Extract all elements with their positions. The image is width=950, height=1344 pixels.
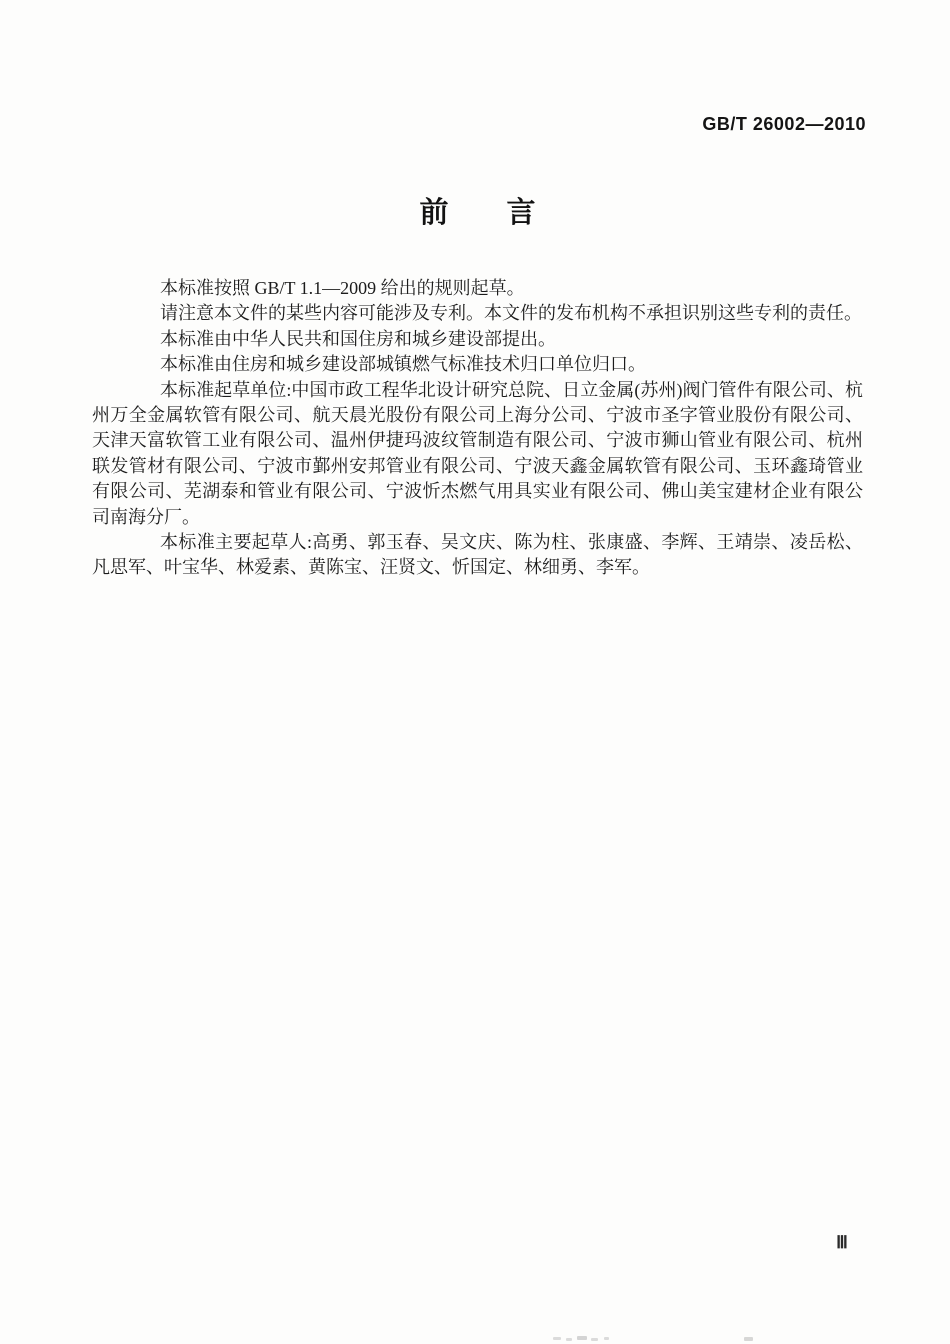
paragraph-centralized-by: 本标准由住房和城乡建设部城镇燃气标准技术归口单位归口。	[160, 354, 646, 375]
scan-artifact	[553, 1337, 561, 1340]
paragraph-drafting-organizations: 本标准起草单位:中国市政工程华北设计研究总院、日立金属(苏州)阀门管件有限公司、杭州万全金属软管有限公司、航天晨光股份有限公司上海分公司、宁波市圣字管业股份有限公司、天津天富软管工业有限公司、温州伊捷玛波纹管制造有限公司、宁波市狮山管业有限公司、杭州联发管材有限公司、宁波市鄞州安邦管业有限公司、宁波天鑫金属软管有限公司、玉环鑫琦管业有限公司、芜湖泰和管业有限公司、宁波忻杰燃气用具实业有限公司、佛山美宝建材企业有限公司南海分厂。	[92, 379, 863, 527]
paragraph-drafting-rule: 本标准按照 GB/T 1.1—2009 给出的规则起草。	[160, 278, 525, 298]
paragraph-proposed-by: 本标准由中华人民共和国住房和城乡建设部提出。	[160, 328, 556, 349]
scan-artifact	[604, 1337, 609, 1340]
scan-artifact	[566, 1338, 572, 1341]
page-title: 前 言	[419, 197, 536, 229]
paragraph-main-drafters: 本标准主要起草人:高勇、郭玉春、吴文庆、陈为柱、张康盛、李辉、王靖崇、凌岳松、凡思军、叶宝华、林爱素、黄陈宝、汪贤文、忻国定、林细勇、李军。	[92, 532, 863, 578]
foreword-body	[92, 276, 863, 581]
page-number: Ⅲ	[836, 1233, 848, 1252]
paragraph-patent-notice: 请注意本文件的某些内容可能涉及专利。本文件的发布机构不承担识别这些专利的责任。	[160, 303, 862, 324]
standard-number: GB/T 26002—2010	[702, 114, 866, 134]
scan-artifact	[591, 1338, 598, 1341]
scan-artifact	[744, 1337, 753, 1341]
scan-artifact	[577, 1336, 587, 1340]
